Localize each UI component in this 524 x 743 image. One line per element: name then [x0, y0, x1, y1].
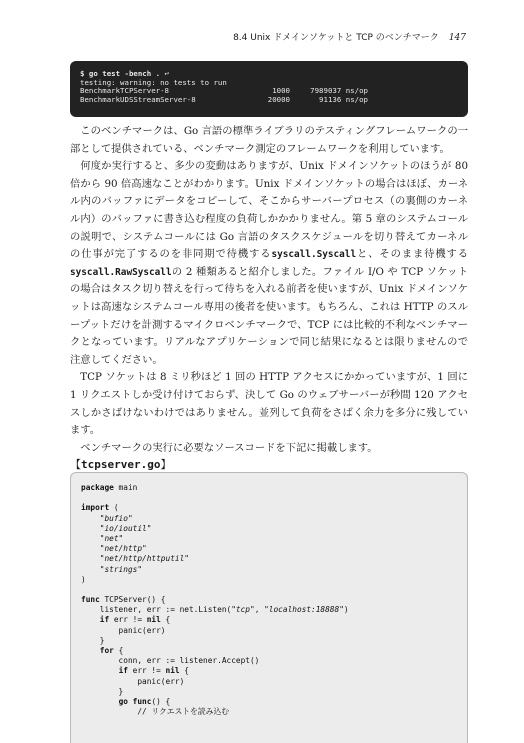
- paragraph: このベンチマークは、Go 言語の標準ライブラリのテスティングフレームワークの一部として提供されている、ベンチマーク測定のフレームワークを利用しています。: [70, 125, 468, 155]
- code-text: (: [109, 503, 119, 513]
- code-keyword: package: [81, 483, 114, 492]
- code-line: [81, 707, 457, 717]
- bracket-open: 【: [70, 458, 81, 471]
- code-listing: [70, 472, 468, 743]
- code-text: [81, 554, 100, 563]
- code-line: [81, 626, 457, 636]
- running-header: [233, 30, 466, 43]
- code-text: [81, 615, 100, 624]
- code-text: conn, err := listener.Accept(): [81, 656, 260, 666]
- code-string: "net": [99, 533, 124, 543]
- code-line: [81, 605, 457, 615]
- body-text: [70, 123, 468, 457]
- terminal-line: testing: warning: no tests to run: [80, 77, 227, 87]
- section-title: 8.4 Unix ドメインソケットと TCP のベンチマーク: [233, 33, 439, 43]
- code-line: [81, 514, 457, 524]
- code-text: panic(err): [81, 625, 166, 635]
- code-line: [81, 697, 457, 707]
- code-string: "bufio": [99, 513, 133, 523]
- code-string: "net/http/httputil": [99, 554, 189, 564]
- code-line: [81, 656, 457, 666]
- terminal-output: [70, 61, 468, 117]
- terminal-command: $ go test -bench .: [80, 69, 161, 78]
- benchmark-name: BenchmarkUDSStreamServer-8: [80, 94, 196, 104]
- code-line: [81, 565, 457, 575]
- code-text: [81, 544, 100, 553]
- code-text: {: [179, 666, 189, 676]
- code-listing-title: [70, 456, 171, 472]
- code-line: [81, 687, 457, 697]
- code-text: [81, 534, 100, 543]
- code-keyword: nil: [165, 666, 180, 676]
- page-number: 147: [448, 33, 466, 43]
- paragraph-text: と、そのまま待機する: [356, 248, 469, 261]
- code-string: "net/http": [99, 544, 147, 554]
- code-line: [81, 585, 457, 595]
- code-text: [81, 565, 100, 574]
- benchmark-ns: 7989037 ns/op: [310, 86, 368, 96]
- code-line: [81, 636, 457, 646]
- code-keyword: func: [81, 595, 100, 605]
- code-line: [81, 503, 457, 513]
- bracket-close: 】: [160, 458, 172, 471]
- code-string: "io/ioutil": [99, 523, 152, 533]
- code-text: [81, 524, 100, 533]
- code-text: [81, 697, 119, 706]
- code-line: [81, 544, 457, 554]
- code-text: err !=: [127, 666, 166, 676]
- code-text: }: [81, 635, 105, 645]
- code-line: [81, 493, 457, 503]
- paragraph: ベンチマークの実行に必要なソースコードを下記に掲載します。: [80, 441, 378, 454]
- code-text: () {: [151, 696, 171, 706]
- paragraph-text: 何度か実行すると、多少の変動はありますが、Unix ドメインソケットのほうが 80 倍から 90 倍高速なことがわかります。Unix ドメインソケットの場合はほぼ、カーネル内のバッファにデータをコピーして、そこからサーバープロセス（の裏側のカーネル内）のバッファに書き込む程度の負荷しかかかりません。第 5 章のシステムコールの説明で、システムコールには Go 言語のタスクスケジュールを切り替えてカーネルの仕事が完了するのを非同期で待機する: [70, 160, 468, 261]
- inline-code: syscall.Syscall: [271, 249, 357, 261]
- code-keyword: func: [132, 696, 152, 706]
- code-text: TCPServer() {: [99, 595, 166, 605]
- benchmark-name: BenchmarkTCPServer-8: [80, 86, 169, 96]
- code-text: err !=: [109, 615, 147, 625]
- code-line: [81, 677, 457, 687]
- code-text: panic(err): [81, 676, 185, 686]
- code-text: ): [343, 605, 349, 615]
- code-string: "strings": [99, 564, 143, 574]
- code-line: [81, 534, 457, 544]
- benchmark-ns: 91136 ns/op: [319, 94, 368, 104]
- code-text: [81, 666, 119, 675]
- code-keyword: if: [118, 666, 128, 676]
- code-keyword: for: [99, 646, 114, 655]
- code-text: [81, 646, 100, 655]
- code-text: ,: [254, 605, 265, 615]
- code-text: {: [160, 615, 171, 625]
- inline-code: syscall.RawSyscall: [70, 266, 172, 278]
- code-text: [81, 514, 100, 523]
- code-line: [81, 575, 457, 585]
- paragraph-text: の 2 種類あると紹介しました。ファイル I/O や TCP ソケットの場合はタスク切り替えを行って待ちを入れる前者を使いますが、Unix ドメインソケットは高速なシステムコール専用の後者を使います。もちろん、これは HTTP のスループットだけを計測するマイクロベンチマークで、TCP には比較的不利なベンチマークとなっています。リアルなアプリケーションで同じ結果になるとは限りませんので注意してください。: [70, 265, 468, 366]
- code-string: "tcp": [231, 605, 255, 615]
- code-text: main: [113, 483, 138, 492]
- code-keyword: if: [99, 615, 110, 625]
- code-keyword: go: [118, 696, 128, 706]
- code-filename: tcpserver.go: [81, 458, 161, 471]
- paragraph: TCP ソケットは 8 ミリ秒ほど 1 回の HTTP アクセスにかかっていますが、1 回に 1 リクエストしか受け付けておらず、決して Go のウェブサーバーが秒間 120 アクセスしかさばけないわけではありません。並列して負荷をさばく余力を多分に残しています。: [70, 371, 468, 437]
- code-line: [81, 666, 457, 676]
- return-icon: ↩: [164, 69, 169, 78]
- code-line: [81, 646, 457, 656]
- code-text: {: [113, 646, 124, 655]
- code-line: [81, 595, 457, 605]
- code-text: }: [81, 686, 124, 696]
- benchmark-iterations: 1000: [272, 86, 290, 96]
- code-text: ): [81, 574, 86, 584]
- terminal-row: [80, 96, 458, 105]
- code-keyword: import: [81, 503, 110, 513]
- code-string: "localhost:18888": [264, 605, 344, 615]
- code-text: listener, err := net.Listen(: [81, 605, 232, 615]
- benchmark-iterations: 20000: [267, 94, 290, 104]
- paragraph: [70, 158, 468, 369]
- code-text: // リクエストを読み込む: [81, 707, 230, 717]
- code-line: [81, 483, 457, 493]
- code-line: [81, 524, 457, 534]
- code-keyword: nil: [146, 615, 161, 625]
- code-line: [81, 615, 457, 625]
- code-line: [81, 554, 457, 564]
